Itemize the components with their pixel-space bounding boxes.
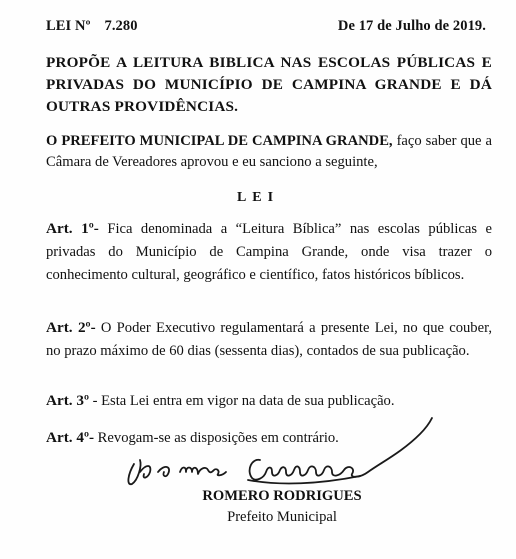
article-1-label: Art. 1º-	[46, 220, 99, 237]
signer-name: ROMERO RODRIGUES	[202, 488, 362, 504]
cropped-top-fragment	[248, 0, 308, 4]
lei-title: LEI	[236, 190, 280, 205]
article-1-text: Fica denominada a “Leitura Bíblica” nas escolas públicas e privadas do Município de Campina Grande, onde visa trazer o conhecimento cultural, geográfico e científico, fatos históricos bíblicos.	[46, 221, 492, 283]
preamble	[46, 131, 492, 173]
article-1	[46, 217, 492, 287]
article-4-label: Art. 4º-	[46, 429, 95, 446]
article-3-text: - Esta Lei entra em vigor na data de sua publicação.	[88, 393, 395, 409]
law-number: 7.280	[104, 18, 138, 34]
article-2	[46, 316, 492, 363]
article-4-text: Revogam-se as disposições em contrário.	[94, 430, 339, 446]
law-date: De 17 de Julho de 2019.	[337, 18, 486, 34]
article-3-label: Art. 3º	[46, 392, 89, 409]
preamble-bold: O PREFEITO MUNICIPAL DE CAMPINA GRANDE,	[46, 133, 393, 149]
preamble-text: faço saber que a Câmara de Vereadores aprovou e eu sanciono a seguinte,	[46, 133, 492, 170]
law-header	[46, 18, 486, 35]
law-number-block	[46, 18, 138, 35]
article-3	[46, 389, 492, 413]
law-label: LEI Nº	[46, 18, 91, 34]
article-2-label: Art. 2º-	[46, 319, 96, 336]
signer-role: Prefeito Municipal	[227, 509, 337, 525]
law-ementa: PROPÕE A LEITURA BIBLICA NAS ESCOLAS PÚBLICAS E PRIVADAS DO MUNICÍPIO DE CAMPINA GRANDE E DÁ OUTRAS PROVIDÊNCIAS.	[46, 54, 492, 115]
article-2-text: O Poder Executivo regulamentará a presente Lei, no que couber, no prazo máximo de 60 dias (sessenta dias), contados de sua publicação.	[46, 320, 492, 359]
